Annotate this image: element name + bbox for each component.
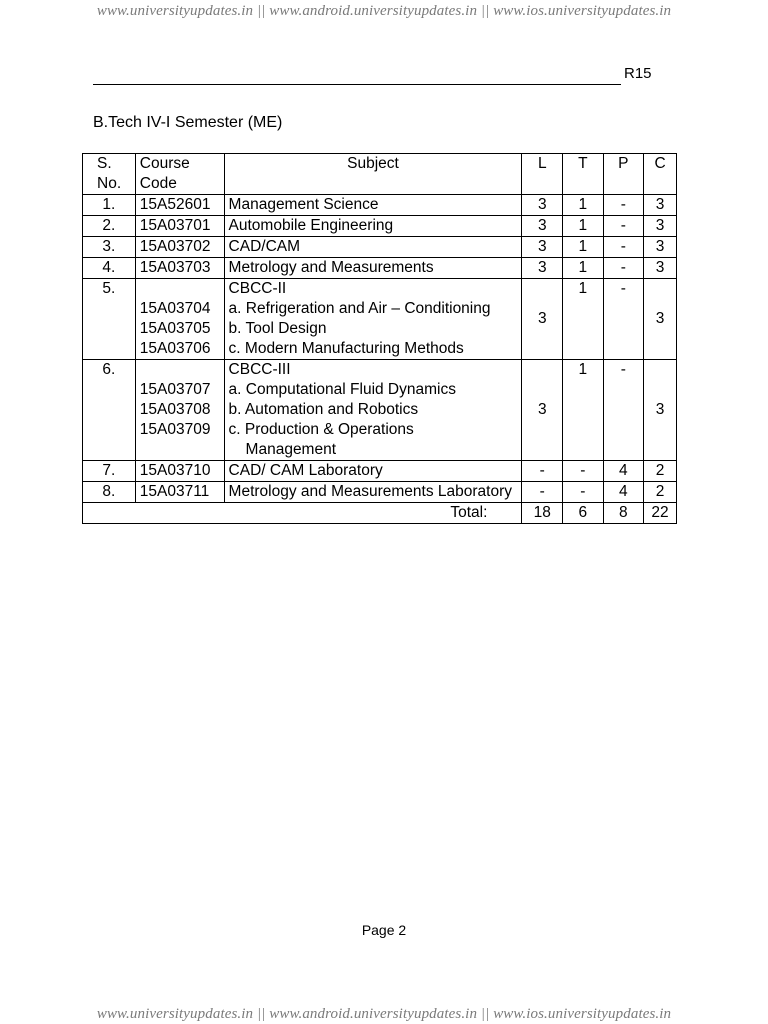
- header-rule: [93, 84, 621, 85]
- elective-option: a. Refrigeration and Air – Conditioning: [228, 300, 491, 317]
- regulation-label: R15: [624, 65, 652, 82]
- row-c: 2: [644, 482, 677, 503]
- elective-subjects: [224, 279, 522, 360]
- elective-code: 15A03707: [139, 381, 211, 398]
- row-c: 3: [644, 360, 677, 461]
- total-label: Total:: [83, 503, 522, 524]
- elective-code: 15A03705: [139, 320, 211, 337]
- total-row: [83, 503, 677, 524]
- row-t: -: [563, 461, 604, 482]
- elective-subjects: [224, 360, 522, 461]
- header-l: L: [522, 154, 563, 195]
- row-p: -: [603, 237, 644, 258]
- watermark-bottom: www.universityupdates.in || www.android.universityupdates.in || www.ios.universityupdates.in: [96, 1006, 672, 1022]
- row-t: 1: [563, 360, 604, 461]
- row-subject: CAD/ CAM Laboratory: [224, 461, 522, 482]
- row-sno: 7.: [83, 461, 136, 482]
- row-subject: Metrology and Measurements Laboratory: [224, 482, 522, 503]
- row-subject: Management Science: [224, 195, 522, 216]
- elective-row-cbcc-iii: [83, 360, 677, 461]
- page-number: Page 2: [361, 922, 407, 938]
- total-p: 8: [603, 503, 644, 524]
- row-c: 3: [644, 258, 677, 279]
- elective-code: 15A03704: [139, 300, 211, 317]
- row-t: 1: [563, 195, 604, 216]
- elective-option: c. Modern Manufacturing Methods: [228, 340, 464, 357]
- row-t: 1: [563, 279, 604, 360]
- row-code: 15A52601: [135, 195, 224, 216]
- row-sno: 1.: [83, 195, 136, 216]
- row-l: 3: [522, 360, 563, 461]
- row-code: 15A03703: [135, 258, 224, 279]
- row-c: 3: [644, 216, 677, 237]
- semester-title: B.Tech IV-I Semester (ME): [93, 114, 283, 131]
- row-sno: 6.: [83, 360, 136, 461]
- row-p: 4: [603, 482, 644, 503]
- header-t: T: [563, 154, 604, 195]
- row-code: 15A03701: [135, 216, 224, 237]
- row-t: 1: [563, 216, 604, 237]
- row-p: -: [603, 258, 644, 279]
- row-c: 3: [644, 195, 677, 216]
- row-l: 3: [522, 195, 563, 216]
- elective-heading: CBCC-III: [228, 361, 291, 378]
- total-c: 22: [644, 503, 677, 524]
- row-c: 3: [644, 237, 677, 258]
- table-header-row: [83, 154, 677, 195]
- row-l: 3: [522, 279, 563, 360]
- header-sno: S. No.: [83, 154, 136, 195]
- table-row: [83, 461, 677, 482]
- row-t: 1: [563, 237, 604, 258]
- course-table: [82, 153, 677, 524]
- row-sno: 5.: [83, 279, 136, 360]
- row-t: -: [563, 482, 604, 503]
- row-sno: 8.: [83, 482, 136, 503]
- row-p: -: [603, 279, 644, 360]
- row-l: -: [522, 482, 563, 503]
- row-code: 15A03710: [135, 461, 224, 482]
- row-t: 1: [563, 258, 604, 279]
- row-code: 15A03711: [135, 482, 224, 503]
- elective-option: a. Computational Fluid Dynamics: [228, 381, 456, 398]
- row-subject: Metrology and Measurements: [224, 258, 522, 279]
- header-subject: Subject: [224, 154, 522, 195]
- row-sno: 4.: [83, 258, 136, 279]
- row-subject: CAD/CAM: [224, 237, 522, 258]
- table-row: [83, 258, 677, 279]
- row-sno: 3.: [83, 237, 136, 258]
- elective-heading: CBCC-II: [228, 280, 287, 297]
- row-p: -: [603, 360, 644, 461]
- row-subject: Automobile Engineering: [224, 216, 522, 237]
- header-c: C: [644, 154, 677, 195]
- row-l: 3: [522, 216, 563, 237]
- elective-code: 15A03709: [139, 421, 211, 438]
- row-p: 4: [603, 461, 644, 482]
- row-c: 2: [644, 461, 677, 482]
- header-p: P: [603, 154, 644, 195]
- row-p: -: [603, 216, 644, 237]
- row-p: -: [603, 195, 644, 216]
- row-l: 3: [522, 258, 563, 279]
- table-row: [83, 237, 677, 258]
- row-c: 3: [644, 279, 677, 360]
- total-l: 18: [522, 503, 563, 524]
- watermark-top: www.universityupdates.in || www.android.universityupdates.in || www.ios.universityupdates.in: [96, 3, 672, 19]
- elective-codes: [135, 279, 224, 360]
- table-row: [83, 216, 677, 237]
- elective-codes: [135, 360, 224, 461]
- row-code: 15A03702: [135, 237, 224, 258]
- elective-code: 15A03706: [139, 340, 211, 357]
- elective-row-cbcc-ii: [83, 279, 677, 360]
- total-t: 6: [563, 503, 604, 524]
- row-l: -: [522, 461, 563, 482]
- row-l: 3: [522, 237, 563, 258]
- row-sno: 2.: [83, 216, 136, 237]
- header-course-code: Course Code: [135, 154, 224, 195]
- elective-option-continuation: Management: [245, 441, 337, 458]
- elective-option: b. Tool Design: [228, 320, 327, 337]
- table-row: [83, 195, 677, 216]
- elective-option: c. Production & Operations: [228, 421, 414, 438]
- elective-option: b. Automation and Robotics: [228, 401, 419, 418]
- table-row: [83, 482, 677, 503]
- elective-code: 15A03708: [139, 401, 211, 418]
